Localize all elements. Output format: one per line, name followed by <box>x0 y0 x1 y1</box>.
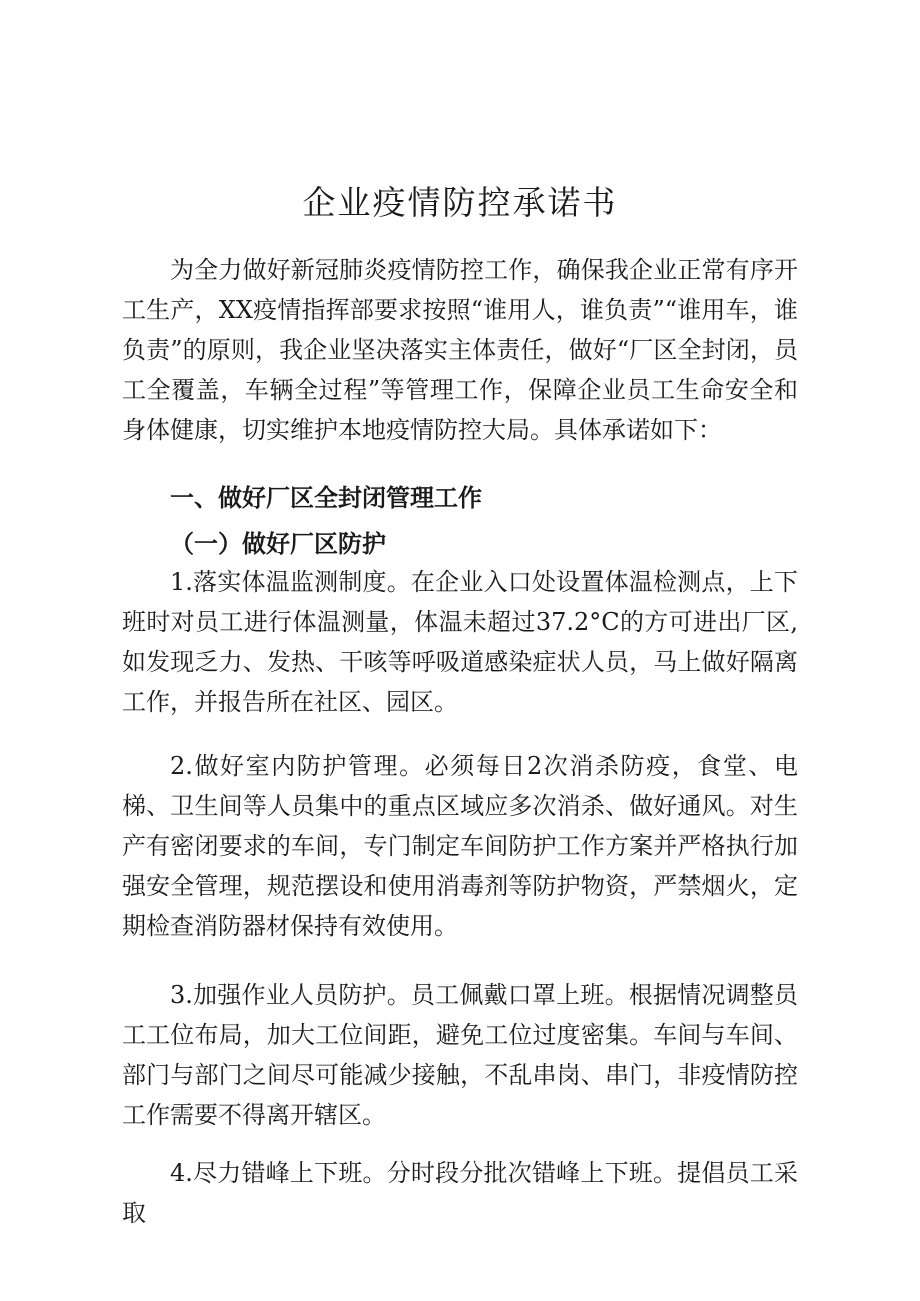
item-3-paragraph: 3.加强作业人员防护。员工佩戴口罩上班。根据情况调整员工工位布局，加大工位间距，避免工位过度密集。车间与车间、部门与部门之间尽可能减少接触，不乱串岗、串门，非疫情防控工作需要不得离开辖区。 <box>122 981 798 1129</box>
subsection-heading: （一）做好厂区防护 <box>170 529 386 558</box>
item-1-paragraph: 1.落实体温监测制度。在企业入口处设置体温检测点，上下班时对员工进行体温测量，体温未超过37.2°C的方可进出厂区,如发现乏力、发热、干咳等呼吸道感染症状人员，马上做好隔离工作，并报告所在社区、园区。 <box>122 568 798 716</box>
document-title: 企业疫情防控承诺书 <box>302 183 618 223</box>
item-2-paragraph: 2.做好室内防护管理。必须每日2次消杀防疫，食堂、电梯、卫生间等人员集中的重点区域应多次消杀、做好通风。对生产有密闭要求的车间，专门制定车间防护工作方案并严格执行加强安全管理，规范摆设和使用消毒剂等防护物资，严禁烟火，定期检查消防器材保持有效使用。 <box>122 752 798 940</box>
section-heading: 一、做好厂区全封闭管理工作 <box>170 484 482 512</box>
item-4-paragraph: 4.尽力错峰上下班。分时段分批次错峰上下班。提倡员工采取 <box>122 1159 798 1227</box>
intro-paragraph: 为全力做好新冠肺炎疫情防控工作，确保我企业正常有序开工生产，XX疫情指挥部要求按照“谁用人，谁负责”“谁用车，谁负责”的原则，我企业坚决落实主体责任，做好“厂区全封闭，员工全覆盖，车辆全过程”等管理工作，保障企业员工生命安全和身体健康，切实维护本地疫情防控大局。具体承诺如下： <box>122 256 798 444</box>
